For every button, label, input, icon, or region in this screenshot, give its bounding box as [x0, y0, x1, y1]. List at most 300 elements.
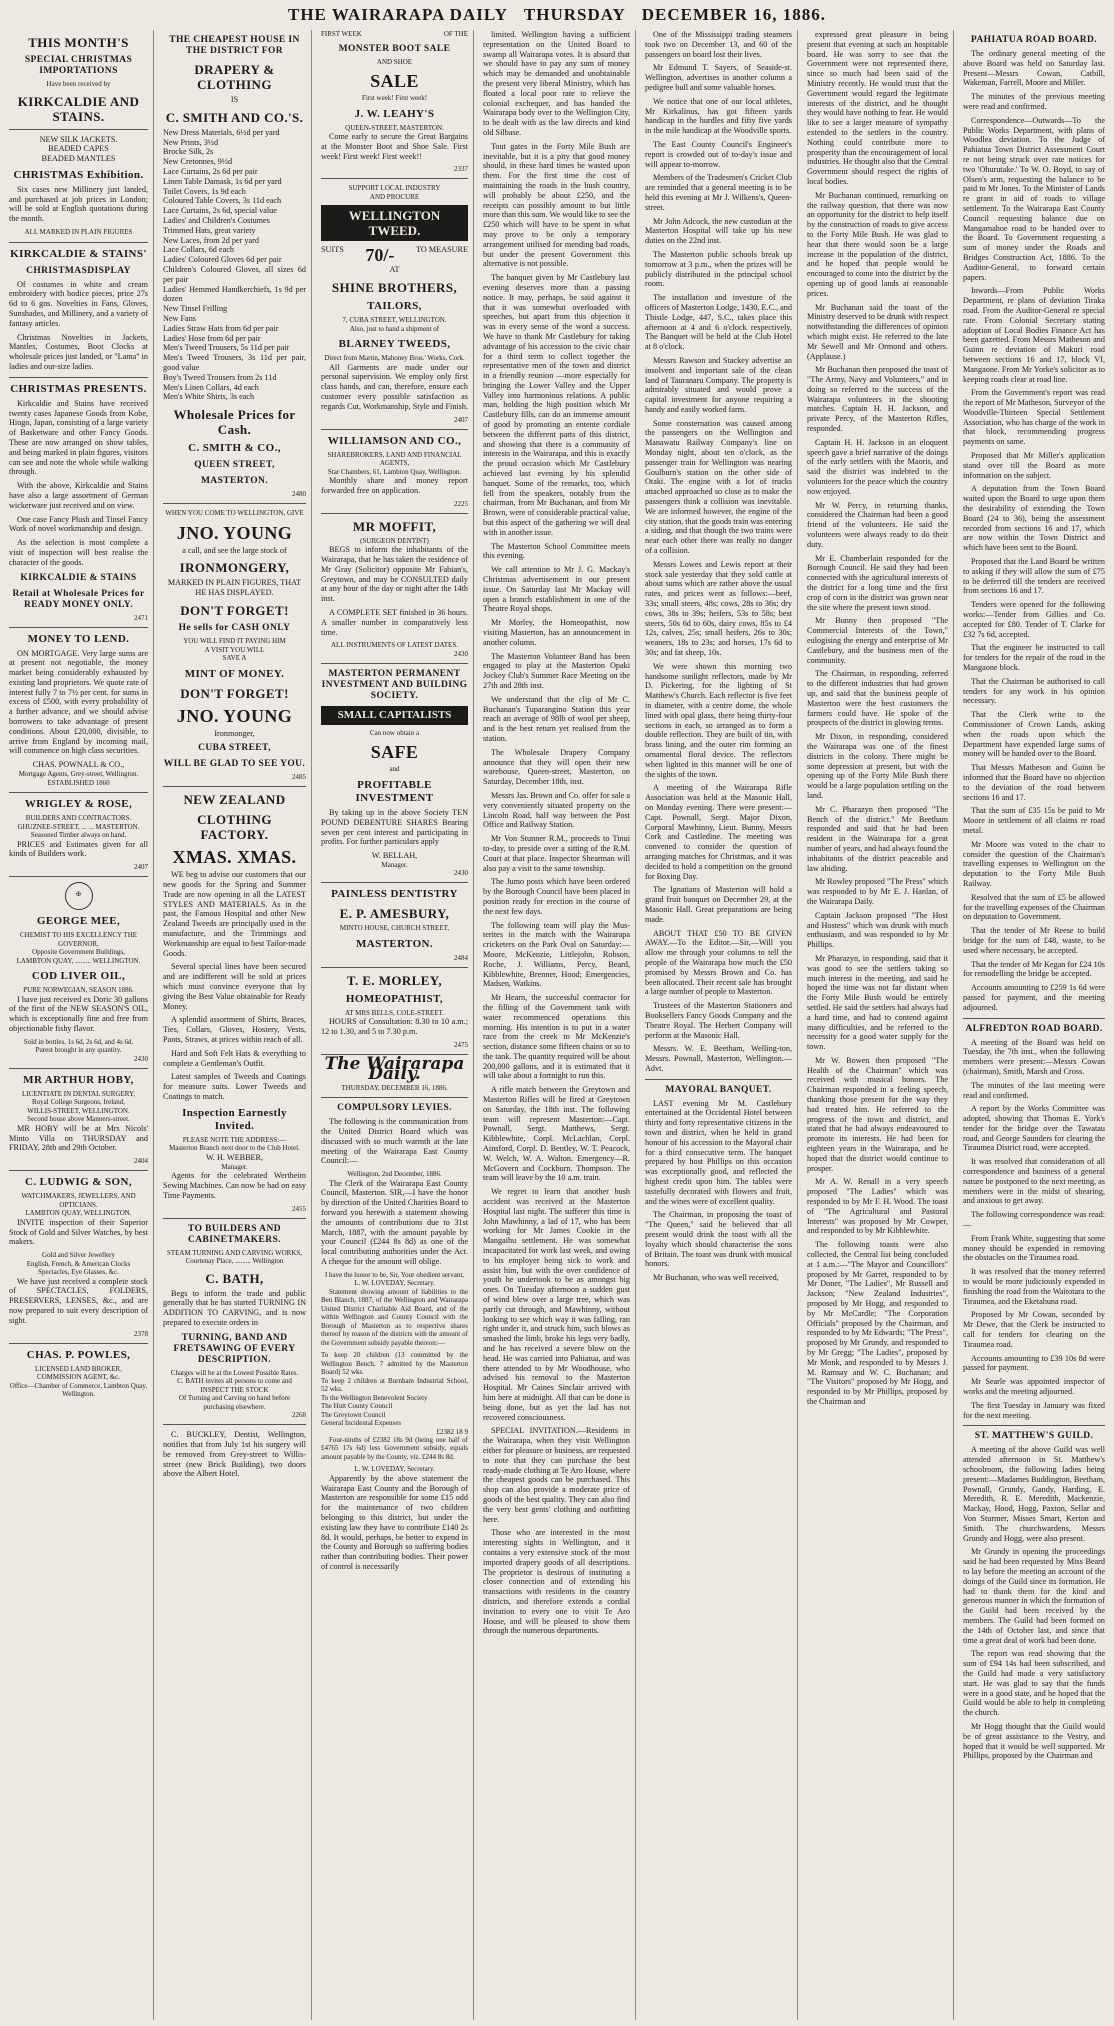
ad-williamson: WILLIAMSON AND CO.,	[327, 434, 462, 447]
ad-can-now: Can now obtain a	[369, 728, 420, 737]
article-paragraph: That the tender of Mr Kegan for £24 10s for remodelling the bridge be accepted.	[963, 959, 1105, 979]
ad-number: 2480	[292, 490, 306, 499]
ad-measure: TO MEASURE	[416, 245, 468, 255]
masthead-date: DECEMBER 16, 1886.	[641, 5, 826, 24]
price-item: Toilet Covers, 1s 9d each	[163, 186, 246, 196]
article-paragraph: expressed great pleasure in being present that evening at such an hospitable board. He was sorry to see that the Government were not represented there, since so much had been said of the Ministry recently. He would trust that the Government would regard the legitimate interests of the district, and he thought they would have nothing to fear. He would like to see a larger measure of sympathy extended to the settlers in the country. Nothing could contribute more to prosperity than the encouragement of local industries. He thought also that the Central Government should respect the rights of local bodies.	[807, 30, 948, 186]
ad-number: 2337	[454, 165, 468, 174]
ad-number: 2404	[134, 1157, 148, 1166]
column-6	[802, 30, 954, 2020]
ad-direct: Direct from Martin, Mahoney Bros.' Works, Cork.	[324, 354, 465, 363]
ad-profitable-text: By taking up in the above Society TEN POUND DEBENTURE SHARES Bearing seven per cent interest and participating in profits. For further particulars apply	[321, 807, 468, 847]
article-text: Apparently by the above statement the Wairarapa East County and the Borough of Masterton are responsible for some £15 odd for the maintenance of two children belonging to this district, but under the existing law they have to contribute £140 2s 8d. It would, perhaps, be better to expend in the County and Borough so suffering bodies rather than contributing bodies. Their power of control is necessarily	[321, 1473, 468, 1571]
divider	[321, 967, 468, 968]
masthead-day: THURSDAY	[523, 5, 626, 24]
article-paragraph: That Messrs Matheson and Guinn be informed that the Board have no objection to the deviation of the road between sections 16 and 17.	[963, 763, 1105, 802]
price-item: Children's Coloured Gloves, all sizes 6d per pair	[163, 264, 306, 284]
ad-also: Also, just to hand a shipment of	[349, 324, 440, 333]
ad-george-mee: GEORGE MEE,	[36, 915, 121, 928]
ad-smith2: C. SMITH & CO.,	[188, 442, 281, 455]
ad-when: WHEN YOU COME TO WELLINGTON, GIVE	[165, 509, 304, 518]
ad-masterton: MASTERTON.	[200, 476, 269, 487]
ad-powles: CHAS. P. POWLES,	[26, 1348, 131, 1361]
article-paragraph: The Masterton School Committee meets this evening.	[483, 541, 630, 561]
divider	[9, 1170, 148, 1171]
headline-alfredton-road-board: ALFREDTON ROAD BOARD.	[965, 1023, 1103, 1034]
divider	[963, 1425, 1105, 1426]
price-item: Men's Tweed Trousers, 3s 11d per pair, good value	[163, 353, 306, 372]
ad-display: CHRISTMASDISPLAY	[26, 265, 131, 276]
ad-number: 2268	[292, 1411, 306, 1420]
ad-all-marked: ALL MARKED IN PLAIN FIGURES	[24, 228, 133, 237]
ad-beaded-capes: BEADED CAPES	[48, 144, 109, 154]
ad-cod: COD LIVER OIL,	[31, 970, 126, 983]
ad-licensed: LICENSED LAND BROKER,	[35, 1364, 122, 1373]
article-paragraph: Mr Morley, the Homeopathist, now visiting Masterton, has an announcement in another column.	[483, 618, 630, 647]
article-paragraph: Mr Hearn, the successful contractor for the filling of the Government tank with water recommenced operations this morning. His intention is to put in a water race from the creek to Mr McKenzie's section, distance some fifteen chains or so to the tank. The quantity required will be about 200,000 gallons, and it is estimated that it will take about a fortnight to run this.	[483, 993, 630, 1081]
article-paragraph: That the tender of Mr Reese to build bridge for the sum of £48, waste, to be used where necessary, be accepted.	[963, 926, 1105, 955]
ad-iron: IRONMONGERY,	[179, 560, 290, 576]
ad-hats: Hard and Soft Felt Hats & everything to complete a Gentleman's Outfit.	[163, 1048, 306, 1068]
ad-buckley: C. BUCKLEY, Dentist, Wellington, notifies that from July 1st his surgery will be removed from Grey-street to Willis-street (new Brick Building), two doors above the Albert Hotel.	[163, 1430, 306, 1479]
divider	[321, 882, 468, 883]
ad-jackets: NEW SILK JACKETS.	[39, 134, 118, 144]
ad-visit: MR HOBY will be at Mrs Nicols' Minto Villa on THURSDAY and FRIDAY, 28th and 29th October.	[9, 1123, 148, 1153]
ad-and-shoe: AND SHOE	[376, 57, 413, 66]
ad-save: SAVE A	[222, 654, 247, 662]
ad-retail: Retail at Wholesale Prices for READY MONEY ONLY.	[12, 588, 145, 610]
ad-number: 2475	[454, 1041, 468, 1050]
ad-sharebrokers: SHAREBROKERS, LAND AND FINANCIAL AGENTS,	[327, 450, 462, 468]
ad-exhibition-text: Six cases new Millinery just landed, and purchased at job prices in London; will be sold at English quotations during the month.	[9, 184, 148, 224]
ad-nz: NEW ZEALAND	[183, 792, 286, 808]
ad-number: 2407	[454, 415, 468, 424]
ad-support: SUPPORT LOCAL INDUSTRY	[348, 184, 441, 193]
article-paragraph: Mr Grundy in opening the proceedings said he had been requested by Miss Beard to lay before the meeting an account of the doings of the Guild since its formation. He had to thank them for the kind and generous manner in which the formation of the Guild had been received by the members. The Guild had been formed on the 14th of October last, and since that time a great deal of work had been done.	[963, 1547, 1105, 1645]
article-paragraph: We notice that one of our local athletes, Mr Kirkalinus, has got fifteen yards handicap in the hurdles and fifty five yards in the mile handicap at the Woodville sports.	[645, 96, 792, 136]
ad-display-firm: KIRKCALDIE & STAINS'	[10, 247, 147, 260]
divider	[645, 1079, 792, 1080]
ad-ghuznee: GHUZNEE-STREET, ... ... MASTERTON.	[17, 822, 140, 831]
statement-signature: L. W. LOVEDAY, Secretary.	[354, 1465, 435, 1474]
ad-bath: C. BATH,	[205, 1270, 264, 1286]
ad-lambton: LAMBTON QUAY, ......... WELLINGTON.	[16, 956, 141, 965]
article-paragraph: That the sum of £35 15s be paid to Mr Moore in settlement of all claims re road metal.	[963, 806, 1105, 835]
article-paragraph: Mr Searle was appointed inspector of works and the meeting adjourned.	[963, 1377, 1105, 1397]
price-item: New Tinsel Frilling	[163, 304, 228, 314]
ad-xmas: XMAS. XMAS.	[172, 847, 297, 868]
price-item: Brocke Silk, 2s	[163, 147, 214, 157]
article-paragraph: Mr John Adcock, the new custodian at the Masterton Hospital will take up his new duties on the 22nd inst.	[645, 216, 792, 246]
article-paragraph: Messrs Lowes and Lewis report at their stock sale yesterday that they sold cattle at about sums which are rather above the usual rates, and prices went as follows:—beef, 33s; small steers, 48s; cows, 28s to 36s; dry cows, 38s to 39s; heifers, 53s to 58s; best steers, 50s 6d to 60s, dairy cows, 85s to £4 12s, calves, 25s; small heifers, 26s to 30s; weaners, 18s to 23s; and horses, 17s 6d to 30s; and fat sheep, 10s.	[645, 559, 792, 658]
price-item: Lace Curtains, 2s 6d, special value	[163, 206, 277, 216]
divider	[9, 876, 148, 877]
ad-monster: MONSTER BOOT SALE	[338, 43, 451, 54]
ad-minto: MINTO HOUSE, CHURCH STREET,	[339, 924, 450, 933]
article-paragraph: Mr Buchanan continued, remarking on the railway question, that there was now an opportunity for the district to help itself by the construction of roads to give access to the Forty Mile Bush. He was glad to hear that there would soon be a large increase in the population of the district, and he hoped that people would be encouraged to come into the district by the opening up of good lands at reasonable prices.	[807, 190, 948, 298]
divider	[163, 1424, 306, 1425]
ad-exhibition: CHRISTMAS Exhibition.	[13, 168, 144, 181]
article-paragraph: Tout gates in the Forty Mile Bush are inevitable, but it is a pity that good money should, in these hard times be wasted upon them. For the first time the cost of maintaining the roads in the bush country, will probably be about £250, and the receipts can possibly amount to but little more than this sum. We would like to see the £250 which will have to be spent in what may prove to be only a temporary arrangement utilised for mending bad roads, but under the present Government this alternative is not possible.	[483, 141, 630, 269]
ad-cod-text: I have just received ex Doric 30 gallons of the first of the NEW SEASON'S OIL, which is exceptionally fine and free from objectionable fishy flavor.	[9, 994, 148, 1034]
ad-young2: JNO. YOUNG	[176, 705, 293, 726]
column-5	[640, 30, 798, 2020]
ad-surgeon: (SURGEON DENTIST)	[360, 536, 429, 545]
ad-firm2: KIRKCALDIE & STAINS	[20, 572, 137, 583]
article-paragraph: Mr Buchanan then proposed the toast of "The Army, Navy and Volunteers," and in doing so referred to the success of the Wairarapa volunteers in the shooting matches. Captain H. H. Jackson, and private Percy, of the Masterton Rifles, responded.	[807, 365, 948, 434]
divider	[9, 129, 148, 130]
ad-young: JNO. YOUNG	[176, 522, 293, 543]
ad-building: MASTERTON PERMANENT INVESTMENT AND BUILDING SOCIETY.	[321, 668, 468, 701]
ad-kirkcaldie-firm: KIRKCALDIE AND STAINS.	[17, 93, 140, 124]
article-text: The following is the communication from the United District Board which was discussed with so much warmth at the late meeting of the Wairarapa East County Council:—	[321, 1117, 468, 1166]
ad-manager: Manager.	[381, 860, 408, 869]
ad-will-find: YOU WILL FIND IT PAYING HIM	[183, 637, 286, 645]
article-paragraph: Trustees of the Masterton Stationers and Booksellers Fancy Goods Company and the Theatre Royal. The Herbert Company will perform at the Masonic Hall.	[645, 1001, 792, 1040]
ad-suits: SUITS	[321, 245, 344, 255]
ad-first: A VISIT YOU WILL	[204, 645, 265, 654]
ad-wholesale: Wholesale Prices for Cash.	[173, 407, 296, 438]
ad-attraction: As the selection is most complete a visit of inspection will best realise the character of the goods.	[9, 538, 148, 567]
ad-warranted: ALL INSTRUMENTS OF LATEST DATES.	[331, 641, 458, 650]
column-4	[478, 30, 636, 2020]
price-item: Lace Curtains, 2s 6d per pair	[163, 166, 258, 176]
price-item: Ladies' Coloured Gloves 6d per pair	[163, 255, 282, 265]
ad-turning: TURNING, BAND AND FRETSAWING OF EVERY DESCRIPTION.	[173, 1332, 296, 1365]
article-paragraph: The Chairman, in responding, referred to the different industries that had grown up, and said that the business people of Masterton were the best customers the farmers could have. He spoke of the prospects of the district in glowing terms.	[807, 669, 948, 728]
divider	[321, 513, 468, 514]
ad-tweed: WELLINGTON TWEED.	[321, 205, 468, 241]
ad-office: Office—Chamber of Commerce, Lambton Quay, Wellington.	[9, 1381, 148, 1399]
price-item: Men's White Shirts, 3s each	[163, 392, 255, 402]
ad-opposite: Opposite Government Buildings,	[32, 948, 125, 957]
article-paragraph: The banquet given by Mr Castlebury last evening deserves more than a passing notice. It may, perhaps, be said against it that it was somewhat overloaded with speeches, but apart from this objection it was in every sense of the word a success. We have to thank Mr Castlebury for taking advantage of his accession to the civic chair for a third term to collect together the representative men of the town and district in a friendly reunion —more especially for bringing the Lower Valley and the Upper Valley into harmonious relations. A public man, holding the high position which Mr Castlebury fills, can do an immense amount of good by promoting an entente cordiale between the different parts of this district, and showing that there is a community of interests in the Wairarapa, and this is exactly the proud occasion which Mr Castlebury achieved last evening by his splendid banquet. Some of the remarks, too, which fell from the speakers, notably from the chairman, from Mr Buchanan, and from Mr Brown, were of considerable practical value, but this aspect of the gathering we will deal with in another issue.	[483, 273, 630, 537]
article-paragraph: Mr Hogg thought that the Guild would be of great assistance to the Vestry, and hoped that it would be well supported. Mr Phillips, proposed by the Chairman and	[963, 1721, 1105, 1761]
article-paragraph: Messrs Jas. Brown and Co. offer for sale a very conveniently situated property on the Lincoln Road, half way between the Post Office and Railway Station.	[483, 790, 631, 830]
article-paragraph: From Frank White, suggesting that some money should be expended in removing the obstacles on the Tiraumea road.	[963, 1233, 1105, 1263]
divider	[9, 1343, 148, 1344]
ad-chas: CHAS. POWNALL & CO.,	[32, 760, 125, 770]
ad-presents: CHRISTMAS PRESENTS.	[10, 382, 147, 395]
article-paragraph: Accounts amounting to £39 10s 8d were passed for payment.	[963, 1353, 1105, 1373]
article-paragraph: Mr Von Stunner R.M., proceeds to Tinui to-day, to preside over a sitting of the R.M. Court at that place. Inspector Shearman will also pay a visit to the same township.	[483, 834, 630, 873]
article-paragraph: Correspondence—Outwards—To the Public Works Department, with plans of Woodlea deviation. To the Judge of Pahiatua Town District Assessment Court re not being struck over rate notices for two 'Ohurutake.' To W. O. Boyd, to say of Olsen's arm, requesting the balance to be paid to Mr Jones. To the Minister of Lands re grant in aid of roads to village settlement. To the Wairarapa East County Council requesting balance due on Mangamahoe road to be handed over to the Board. To Government requesting a sum of money under the Roads and Bridges Construction Act, 1886. To the Auditor-General, to forward certain papers.	[963, 115, 1105, 282]
masthead	[0, 0, 1114, 30]
ad-factory: CLOTHING FACTORY.	[197, 812, 272, 843]
article-paragraph: Mr A. W. Renall in a very speech proposed "The Ladies" which was responded to by Mr F. H. Wood. The toast of "The Agricultural and Pastoral Interests" was proposed by Mr Cowper, and responded to by Mr Kibblewhite.	[807, 1177, 948, 1236]
price-list	[163, 128, 306, 402]
ad-hours: HOURS of Consultation: 8.30 to 10 a.m.; 12 to 1.30, and 5 to 7.30 p.m.	[321, 1017, 468, 1037]
article-paragraph: The Masterton public schools break up tomorrow at 3 p.m., when the prizes will be publicly distributed in the principal school room.	[645, 249, 792, 289]
article-paragraph: One of the Mississippi trading steamers took two on December 13, and 60 of the passengers on board lost their lives.	[645, 30, 792, 59]
ad-amesbury: E. P. AMESBURY,	[339, 906, 450, 922]
article-paragraph: Mr Dixon, in responding, considered the Wairarapa was one of the finest districts in the colony. There might be some depression at present, but with the opening up of the Forty Mile Bush there would be a large population settling on the land.	[807, 732, 948, 800]
ad-number: 2484	[454, 953, 468, 962]
article-paragraph: That the engineer be instructed to call for tenders for the repair of the road in the Mangaone block.	[963, 643, 1105, 673]
article-paragraph: The Ignatians of Masterton will hold a grand fruit banquet on December 29, at the Masonic Hall. Great preparations are being made.	[645, 885, 792, 924]
article-paragraph: The minutes of the previous meeting were read and confirmed.	[963, 92, 1105, 111]
ad-agents: Agents for the celebrated Wertheim Sewing Machines. Can now be had on easy Time Payments.	[163, 1171, 306, 1200]
ad-tailors: TAILORS,	[367, 300, 422, 313]
ad-special-importations: SPECIAL CHRISTMAS IMPORTATIONS	[24, 55, 133, 76]
article-paragraph: Captain H. H. Jackson in an eloquent speech gave a brief narrative of the doings of the early settlers with the Maoris, and said the district was indebted to the volunteers for the peace which the country now enjoyed.	[807, 437, 948, 496]
ad-this-months: THIS MONTH'S	[28, 35, 129, 50]
ad-watch: WATCHMAKERS, JEWELLERS, AND OPTICIANS.	[21, 1192, 136, 1209]
article-paragraph: That the Clerk write to the Commissioner of Crown Lands, asking when the roads upon which the Department have expended large sums of money will be handed over to the Board.	[963, 710, 1105, 759]
ad-sale-banner	[321, 30, 468, 39]
article-paragraph: Mr Buchanan, who was well received,	[653, 1273, 779, 1283]
divider	[9, 792, 148, 793]
article-paragraph: We call attention to Mr J. G. Mackay's Christmas advertisement in our present issue. On Saturday last Mr Mackay will open a branch establishment in one of the Theatre Royal shops.	[483, 565, 630, 614]
article-paragraph: We were shown this morning two handsome sunlight reflectors, made by Mr D. Pickering, for the lighting of St Matthew's Church. Each reflector is five feet in diameter, with a centre dome, the whole lined with opal glass, there being thirty-four sections in each, so arranged as to form a double reflection. They are built of tin, with brass lining, and the outer rim forming an ornamental floral device. The reflectors when lighted in this manner will be one of the sights of the town.	[645, 661, 792, 779]
article-paragraph: Mr C. Pharazyn then proposed "The Bench of the district." Mr Beetham responded and said that he had been resident in the Wairarapa for a great number of years, and had always found the inhabitants of the district peaceable and law abiding.	[807, 804, 948, 873]
ad-branch: Masterton Branch next door to the Club Hotel.	[169, 1144, 300, 1153]
price-item: Trimmed Hats, great variety	[163, 225, 256, 235]
ad-willis: WILLIS-STREET, WELLINGTON.	[27, 1106, 130, 1115]
statement-line: To keep 2 children at Burnham Industrial School, 52 wks.	[321, 1376, 468, 1394]
ad-prices: PRICES and Estimates given for all kinds of Builders work.	[9, 839, 148, 859]
ad-novelties: Christmas Novelties in Jackets, Mantles, Costumes, Boot Clocks at wholesale prices just landed, or "Lama" in ladies and our-size ladies.	[9, 332, 148, 371]
column-3	[316, 30, 474, 2020]
royal-arms-icon: ✠	[65, 882, 93, 910]
price-item: Men's Linen Collars, 4d each	[163, 382, 259, 392]
ad-bellah: W. BELLAH,	[371, 851, 418, 861]
statement-line: The Greytown Council	[321, 1410, 386, 1419]
ad-procure: AND PROCURE	[369, 192, 420, 201]
article-paragraph: Mr Bunny then proposed "The Commercial Interests of the Town," eulogising the energy and enterprise of Mr Castlebury, and the business men of the community.	[807, 616, 948, 665]
ad-lambton2: LAMBTON QUAY, WELLINGTON.	[25, 1209, 132, 1218]
ad-to-builders: TO BUILDERS AND CABINETMAKERS.	[188, 1223, 281, 1245]
price-item: New Dress Materials, 6½d per yard	[163, 127, 280, 137]
price-item: Lace Collars, 6d each	[163, 245, 234, 255]
headline-mayoral-banquet: MAYORAL BANQUET.	[665, 1084, 772, 1095]
ad-come: Come early to secure the Great Bargains at the Monster Boot and Shoe Sale. First week! First week! First week!!	[321, 132, 468, 161]
ad-star: Star Chambers, 61, Lambton Quay, Wellington.	[327, 467, 462, 476]
ad-smith: C. SMITH AND CO.'S.	[165, 109, 304, 125]
column-7	[958, 30, 1110, 2020]
ad-glad: WILL BE GLAD TO SEE YOU.	[163, 759, 306, 770]
sale-first-week: FIRST WEEK	[321, 30, 362, 38]
ad-turned: Of Turning and Carving on hand before purchasing elsewhere.	[178, 1394, 291, 1411]
divider	[163, 786, 306, 787]
divider	[321, 1097, 468, 1098]
ad-sells: He sells for CASH ONLY	[178, 623, 291, 633]
article-paragraph: The East County Council's Engineer's report is crowded out of to-day's issue and will appear to-morrow.	[645, 139, 792, 169]
article-paragraph: Mr Buchanan said the toast of the Ministry deserved to be drunk with respect notwithstanding the differences of opinion which might exist. He referred to the late Mr Sewell and Mr Ormond and others. (Applause.)	[807, 302, 948, 361]
ad-number: 2430	[454, 869, 468, 878]
price-item: Ladies' and Children's Costumes	[163, 215, 270, 225]
article-paragraph: Mr Pharazyn, in responding, said that it was good to see the settlers taking so much interest in the meeting, and said he hoped the time was not far distant when the Forty Mile Bush would be entirely settled. He said the settlers had always had a hard time, and had to contend against many difficulties, and he referred to the necessity for a good water supply for the town.	[807, 953, 948, 1052]
article-paragraph: Those who are interested in the most interesting sights in Wellington, and it contains a very extensive stock of the most imported drapery goods of all descriptions. The proprietor is desirous of instituting a closer connection and of extending his transactions with residents in the country districts, and therefore extends a cordial invitation to every one to visit Te Aro House, and will be pleased to show them through the numerous departments.	[483, 1528, 630, 1636]
article-paragraph: We regret to learn that another bush accident was received at the Masterton Hospital last night. The sufferer this time is John Mawhinny, a lad of 17, who has been working for Mr James Cookie in the Mangaihu settlement. He was somewhat incapacitated for work last week, and owing to his employer being sick to work and assist him, but with the over confidence of youth he undertook to be as amongst big ones. On Tuesday afternoon a sudden gust of wind blew over a large tree, which was partly cut through, and Mawhinny, without looking to see which way it was falling, ran right under it, and struck him, such blows as smashed the limb, broke his legs very badly, and he has received a severe blow on the head. He was carried into Pahiatua, and was there attended to by Mr Woodhouse, who advised his removal to the Masterton Hospital. Mr Caines Sinclair arrived with him here at midnight. All that can be done is being done, but as yet the lad has not recovered consciousness.	[483, 1187, 630, 1422]
ad-queen: QUEEN-STREET, MASTERTON.	[345, 123, 444, 132]
ad-first-week2: First week! First week!	[361, 94, 428, 102]
price-item: Men's Tweed Trousers, 5s 11d per pair	[163, 343, 290, 353]
ad-moffit: MR MOFFIT,	[352, 518, 437, 534]
ad-bath-text: Begs to inform the trade and public generally that he has started TURNING IN ADDITION TO CARVING, and is now prepared to execute orders in	[163, 1288, 306, 1327]
ad-shine: SHINE BROTHERS,	[331, 280, 458, 296]
sale-of-the: OF THE	[443, 30, 468, 38]
ad-drapery: DRAPERY & CLOTHING	[194, 62, 275, 92]
ad-cuba: 7, CUBA STREET, WELLINGTON.	[342, 316, 447, 325]
article-paragraph: Accounts amounting to £259 1s 6d were passed for payment, and the meeting adjourned.	[963, 983, 1105, 1012]
price-item: Ladies' Hemmed Handkerchiefs, 1s 9d per dozen	[163, 284, 306, 304]
ad-at: AT	[389, 265, 400, 275]
article-paragraph: Mr E. Chamberlain responded for the Borough Council. He said they had been connected with the agricultural interests of the district for a long time and the first crop of corn in the district was grown near the site where the present town stood.	[807, 553, 948, 612]
letter-signature: L. W. LOVEDAY, Secretary.	[354, 1279, 435, 1288]
ad-beaded-mantles: BEADED MANTLES	[41, 154, 116, 164]
ad-dont-forget: DON'T FORGET!	[180, 603, 289, 618]
article-paragraph: The first Tuesday in January was fixed for the next meeting.	[963, 1400, 1105, 1420]
price-item: New Laces, from 2d per yard	[163, 235, 259, 245]
ad-charges: Charges will be at the Lowest Possible Rates.	[170, 1368, 299, 1377]
article-paragraph: Resolved that the sum of £5 be allowed for the travelling expenses of the Chairman on deputation to Government.	[963, 892, 1105, 922]
article-paragraph: Mr W. Percy, in returning thanks, considered the Chairman had been a good friend of the volunteers. He said the volunteers were always ready to do their duty.	[807, 500, 948, 549]
ad-established: ESTABLISHED 1860	[47, 778, 110, 787]
editorial-nameplate: The Wairarapa Daily.	[324, 1054, 465, 1084]
statement-line: The Hutt County Council	[321, 1402, 393, 1411]
article-paragraph: Messrs Rawson and Stackey advertise an insolvent and important sale of the clean land of Tauranaru Company. The property is admirably situated and would prove a capital investment for anyone requiring a handy and easily worked farm.	[645, 355, 792, 414]
article-paragraph: The Wholesale Drapery Company announce that they will open their new warehouse, Queen-street, Masterton, on Saturday, December 18th, inst.	[483, 747, 630, 787]
ad-number: 2471	[134, 613, 148, 622]
ad-received: Have been received by	[46, 80, 111, 88]
statement-text: Statement showing amount of liabilities to the Ben Blanch, 1887, of the Wellington and Wairarapa United District Charitable Aid Board, and of the within Wellington and County Council with the Borough of Masterton as to respective shares thereof by reason of the districts with the amount of the Government subsidy payable thereon:—	[321, 1287, 468, 1347]
ad-marked: MARKED IN PLAIN FIGURES, THAT HE HAS DISPLAYED.	[167, 578, 302, 598]
column-2	[158, 30, 312, 2020]
ad-webber: W. H. WEBBER,	[205, 1152, 264, 1162]
ad-number: 2378	[134, 1329, 148, 1338]
ad-builders: BUILDERS AND CONTRACTORS.	[25, 814, 132, 823]
ad-sale: SALE	[370, 71, 419, 91]
ad-fancy: One case Fancy Plush and Tinsel Fancy Work of novel workmanship and design.	[9, 514, 148, 534]
editorial-date: THURSDAY, DECEMBER 16, 1886.	[341, 1083, 448, 1092]
ad-cuba: CUBA STREET,	[198, 743, 271, 754]
article-paragraph: limited. Wellington having a sufficient representation on the United Board to swamp all Wairarapa votes. It is absurd that we should have to pay any sum of money which may be demanded and unobtainable the present very liberal Ministry, which has floated a local poor rate to relieve the colonial exchequer, and has handed the Wairarapa body over to the Wellington City, to be dealt with as the law directs and kind old Silbase.	[483, 30, 630, 137]
ad-number: 2455	[292, 1204, 306, 1213]
article-paragraph: A meeting of the above Guild was well attended afternoon in St. Matthew's schoolroom, the following ladies being present:—Madames Buddington, Beetham, Pownall, Grundy, Gandy, Harding, E. Meredith, R. E. Meredith, Mackenzie, Mackay, Hood, Hogg, Paxton, Sellar and Von Sturmer, Misses Smart, Kerton and Smith. The churchwardens, Messrs Grundy and Hogg, were also present.	[963, 1445, 1105, 1543]
ad-gold: Gold and Silver Jewellery	[42, 1251, 115, 1260]
ad-homeo: HOMEOPATHIST,	[345, 992, 444, 1005]
ad-english: English, French, & American Clocks	[26, 1259, 131, 1268]
letter-remain: I have the honor to be, Sir, Your obedient servant,	[324, 1270, 465, 1279]
masthead-title: THE WAIRARAPA DAILY	[288, 5, 508, 24]
article-paragraph: A deputation from the Town Board waited upon the Board to urge upon them the desirability of extending the Town Board (24 to 36), being the assessment recorded from sections 16 and 17, which are now within the Town District and which have been sent to the Board.	[963, 484, 1105, 553]
ad-steam: STEAM TURNING AND CARVING WORKS,	[166, 1248, 303, 1257]
article-paragraph: The Masterton Volunteer Band has been engaged to play at the Masterton Opaki Jockey Club's Summer Race Meeting on the 27th and 28th inst.	[483, 651, 630, 690]
article-paragraph: The following correspondence was read:—	[963, 1210, 1105, 1230]
ad-capitalists: SMALL CAPITALISTS	[321, 706, 468, 725]
ad-number: 2407	[134, 863, 148, 872]
statement-total: £2382 18 9	[436, 1427, 468, 1436]
article-paragraph: We understand that the clip of Mr C. Buchanan's Tuparangino Station this year reach an average of 98lb of wool per sheep, and is the best return yet realised from the station.	[483, 694, 630, 743]
ad-iron2: Ironmonger,	[214, 728, 255, 738]
article-paragraph: Messrs. W. E. Beetham, Welling-ton, Messrs. Pownall, Masterton, Wellington.—Advt.	[645, 1044, 792, 1073]
article-paragraph: Mr Rowley proposed "The Press" which was responded to by Mr E. J. Hanlan, of the Wairarapa Daily.	[807, 877, 948, 906]
article-paragraph: SPECIAL INVITATION.—Residents in the Wairarapa, when they visit Wellington either for pleasure or business, are requested to note that they can purchase the best ready-made clothing at Te Aro House, where the cheapest goods can be purchased. This shop can also provide a moderate price of goods of the best quality. They can also find the very best gents' clothing and outfitting here.	[483, 1426, 630, 1524]
ad-monthly: Monthly share and money report forwarded free on application.	[321, 476, 468, 495]
article-paragraph: Proposed that Mr Miller's application stand over till the Board as more information on the subject.	[963, 451, 1105, 480]
ad-window: With the above, Kirkcaldie and Stains have also a large assortment of German wickerware just received and on view.	[9, 481, 148, 510]
price-item: Linen Table Damask, 1s 6d per yard	[163, 176, 282, 186]
article-paragraph: The minutes of the last meeting were read and confirmed.	[963, 1080, 1105, 1100]
ad-painless: PAINLESS DENTISTRY	[331, 888, 458, 901]
article-paragraph: Proposed that the Land Board be written to asking if they will allow the sum of £75 to be deferred till the tenders are received from sections 16 and 17.	[963, 557, 1105, 596]
column-1	[4, 30, 154, 2020]
ad-moffit-text: BEGS to inform the inhabitants of the Wairarapa, that he has taken the residence of Mr Gray (Solicitor) opposite Mr Fabian's, Greytown, and may be CONSULTED daily at any hour of the day or night after the 14th inst.	[321, 545, 468, 604]
ad-seasoned: Seasoned Timber always on hand.	[30, 831, 127, 840]
article-paragraph: The ordinary general meeting of the above Board was held on Saturday last. Present—Messrs Cowan, Catbill, Wakeman, Farrell, Moore and Miller.	[963, 49, 1105, 88]
divider	[963, 1018, 1105, 1019]
ad-norwegian: PURE NORWEGIAN, SEASON 1886.	[23, 986, 134, 995]
ad-hours: Second house above Manners-street.	[27, 1115, 130, 1124]
price-item: New Fans	[163, 313, 196, 323]
price-item: New Cretonnes, 9½d	[163, 157, 233, 167]
article-paragraph: ABOUT THAT £50 TO BE GIVEN AWAY.—To the Editor.—Sir,—Will you allow me through your columns to tell the people of the Wairarapa how much the £50 promised by Messrs Brown and Co. has been allocated. Their recent sale has brought a large number of people to Masterton.	[645, 928, 792, 997]
ad-cheapest: THE CHEAPEST HOUSE IN THE DISTRICT FOR	[169, 35, 300, 56]
ad-hoby: MR ARTHUR HOBY,	[23, 1073, 134, 1086]
price-item: Coloured Table Covers, 3s 11d each	[163, 196, 282, 206]
letter-date: Wellington, 2nd December, 1886.	[347, 1170, 442, 1179]
ad-masterton: MASTERTON.	[355, 937, 434, 950]
statement-line: General Incidental Expenses	[321, 1419, 402, 1428]
ad-dental: LICENTIATE IN DENTAL SURGERY,	[22, 1089, 135, 1098]
ad-teeth: A COMPLETE SET finished in 36 hours. A smaller number in comparatively less time.	[321, 608, 468, 637]
ad-inspection: Inspection Earnestly Invited.	[182, 1106, 287, 1132]
ad-wrigley: WRIGLEY & ROSE,	[24, 798, 133, 811]
ad-bells: AT MRS BELLS, COLE-STREET.	[344, 1008, 445, 1017]
ad-call: a call, and see the large stock of	[182, 545, 287, 555]
ad-dont-forget2: DON'T FORGET!	[180, 685, 289, 701]
divider	[9, 242, 148, 243]
article-paragraph: A report by the Works Committee was adopted, showing that Thomas E. York's tender for the bridge over the Tawatau road, and George Saunders for clearing the Tiraumea District road, were accepted.	[963, 1104, 1105, 1153]
ad-presents-text: Kirkcaldie and Stains have received twenty cases Japanese Goods from Kobe, Hiogo, Japan, consisting of a large variety of Basketware and other Fancy Goods. These are now arranged on show tables, and being marked in plain figures, visitors can see and note the whole while walking through.	[9, 398, 148, 477]
article-paragraph: Tenders were opened for the following works:—Tender from Gillies and Co. accepted for £80. Tender of T. Clarke for £32 7s 6d, accepted.	[963, 600, 1105, 639]
article-paragraph: The Jumo posts which have been ordered by the Borough Council have been placed in position ready for erection in the course of the next few days.	[483, 877, 630, 916]
price-item: Ladies' Hose from 6d per pair	[163, 333, 261, 343]
divider	[163, 1218, 306, 1219]
article-paragraph: It was resolved that the money referred to would be more judiciously expended in finishing the road from the Waitotara to the Tiraumea, and the Eketahuna road.	[963, 1267, 1105, 1306]
ad-purest: Purest brought in any quantity.	[35, 1046, 122, 1055]
article-paragraph: A rifle match between the Greytown and Masterton Rifles will be fired at Greytown on Saturday, the 18th inst. The following team will represent Masterton:—Capt. Pownall, Sergt. Matthews, Sergt. Kibblewhite, Corpl. McLachlan, Corpl. Ainsford, Corpl. D. Bentley, W. T. Peacock, W. Welch, W. A. Walton. Emergency—R. McGovern and Cockburn. Thompson. The team will leave by the 10 a.m. train.	[483, 1085, 630, 1183]
ad-invite: INVITE inspection of their Superior Stock of Gold and Silver Watches, by best makers.	[9, 1217, 148, 1247]
ad-leahy: J. W. LEAHY'S	[354, 107, 435, 120]
ad-and2: and	[389, 765, 400, 774]
ad-money-text: ON MORTGAGE. Very large sums are at present not negotiable, the money market being considerably exhausted by existing land proprietors. We quote rate of interest fully 7 to 7½ per cent. for sums in excess of £500, with every probability of a further advance, and we should advise borrowers to take advantage of present conditions. About £20,000, divisible, to arrive from England by incoming mail, will commence on high class securities.	[9, 648, 148, 756]
article-paragraph: The Chairman, in proposing the toast of "The Queen," said he believed that all present would drink the toast with all the loyalty which should characterise the sons of Britain. The toast was drunk with musical honors.	[645, 1210, 792, 1269]
price-item: New Prints, 3½d	[163, 137, 219, 147]
ad-royal: Royal College Surgeons, Ireland,	[32, 1098, 125, 1107]
article-paragraph: A meeting of the Board was held on Tuesday, the 7th inst., when the following members were present:—Messrs Cowan (chairman), Smith, Marsh and Cross.	[963, 1037, 1105, 1076]
ad-invite2: C. BATH invites all persons to come and INSPECT THE STOCK	[177, 1377, 292, 1394]
ad-display-text: Of costumes in white and cream embroidery with bodice pieces, price 27s 6d to 6 gns. Novelties in Fans, Gloves, Sunshades, and Millinery, and a variety of fantasy articles.	[9, 279, 148, 328]
article-paragraph: LAST evening Mr M. Castlebury entertained at the Occidental Hotel between thirty and forty representative citizens in the town and district, when he held in grand honour of his accession to the Mayoral chair for a third consecutive term. The banquet prepared by host Phillips on this occasion was exceptionally good, and reflected the highest credit upon him. The tables were tastefully decorated with flowers and fruit, and the wines were of excellent quality.	[645, 1098, 792, 1206]
article-paragraph: Proposed by Mr Cowan, seconded by Mr Dewe, that the Clerk be instructed to call for tenders for clearing on the Tiraumea road.	[963, 1310, 1105, 1349]
ad-sold: Sold in bottles, 1s 6d, 2s 6d, and 4s 6d.	[23, 1037, 134, 1046]
article-paragraph: The following toasts were also collected, the Central list being concluded at 1 a.m.:—"The Mayor and Councillors" proposed by Mr Garret, responded to by Mr Doner, "The Ladies", Mr Russell and Jackson; "New Zealand Industries", proposed by Mr Hogg, and responded to by Mr McCardle; "The Corporation Officials" proposed by the Chairman, and responded to by Mr Edwards; "The Press", proposed by Mr Grundy, and responded to by Mr Gregg; "The Ladies", proposed by Mr Monk, and responded to by Messrs J. M. Ramsay and W. C. Buchanan; and "The Visitors" proposed by Mr Hogg, and responded to by Mr Phillips, proposed by the Chairman and	[807, 1240, 948, 1406]
price-item: Boy's Tweed Trousers from 2s 11d	[163, 372, 277, 382]
article-paragraph: Mr W. Bowen then proposed "The Health of the Chairman" which was received with musical honors. The Chairman responded in a feeling speech, thanking those present for the way they had treated him. He referred to the progress of the town and district, and stated that he had always endeavoured to promote its interests. He had been for eighteen years in the Wairarapa, and he hoped that the district would continue to prosper.	[807, 1055, 948, 1173]
ad-special: Several special lines have been secured and are indifferent will be sold at prices which must convince everyone that by giving the Best Value obtainable for Ready Money.	[163, 962, 306, 1011]
headline-compulsory-levies: COMPULSORY LEVIES.	[337, 1103, 452, 1114]
ad-number: 2430	[134, 1054, 148, 1063]
ad-guarantee: All Garments are made under our personal supervision. We employ only first class hands, and can, therefore, ensure each customer every possible satisfaction as regards Cut, Workmanship, Style and Finish.	[321, 362, 469, 411]
article-paragraph: Mr Edmund T. Sayers, of Seaside-st. Wellington, advertises in another column a pedigree bull and some valuable horses.	[645, 63, 792, 92]
divider	[163, 503, 306, 504]
ad-manager: Manager.	[221, 1162, 248, 1171]
headline-pahiatua-road-board: PAHIATUA ROAD BOARD.	[970, 35, 1098, 45]
ad-splendid: A splendid assortment of Shirts, Braces, Ties, Collars, Gloves, Hosiery, Vests, Pants, Straws, at prices within reach of all.	[163, 1015, 306, 1045]
divider	[9, 1068, 148, 1069]
